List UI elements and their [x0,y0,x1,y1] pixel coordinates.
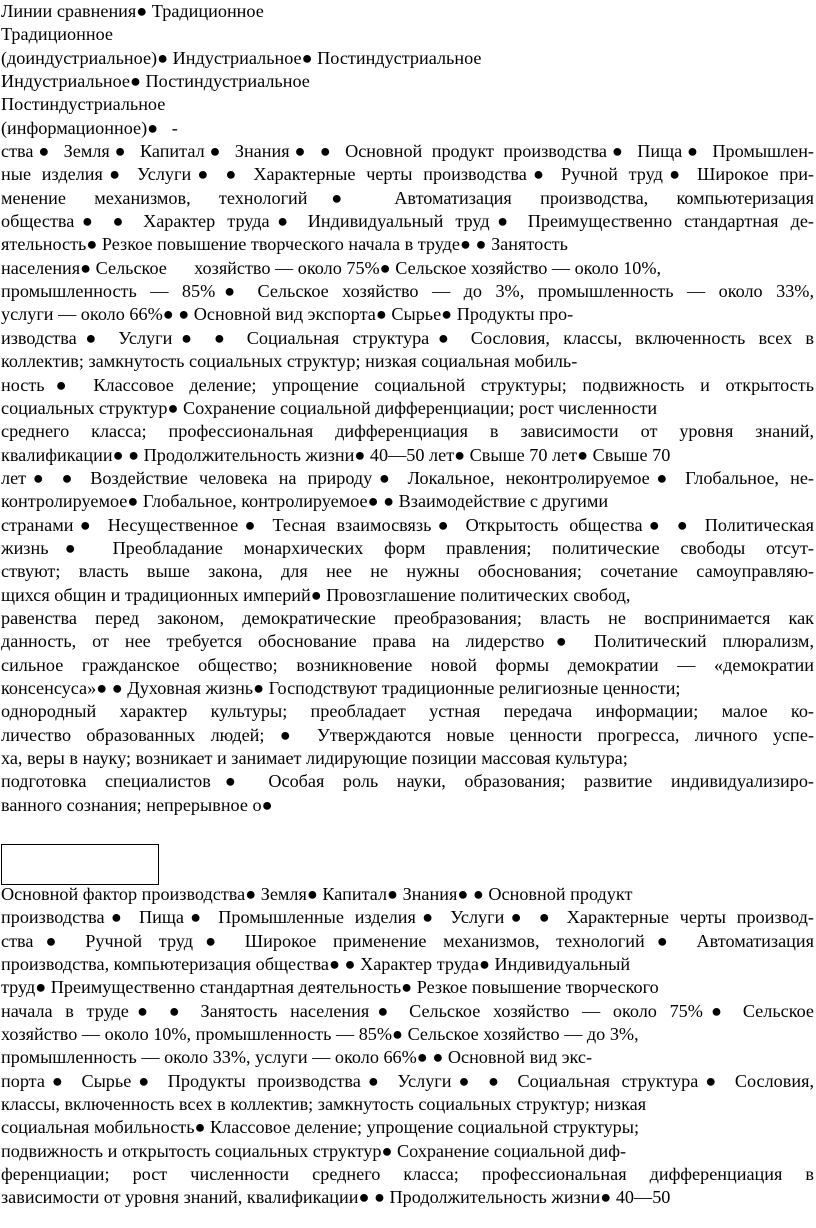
text-line: Традиционное [1,24,113,45]
text-line: труд● Преимущественно стандартная деятельность● Резкое повышение творческого [1,977,659,998]
text-line: равенства перед законом, демократические преобразования; власть не воспринимается как [1,607,814,628]
text-line: коллектив; замкнутость социальных структур; низкая социальная мобиль- [1,351,578,372]
document-page [1,0,814,817]
text-line: странами● Несущественное● Тесная взаимосвязь● Открытость общества● ● Политическая [1,514,814,535]
text-line: среднего класса; профессиональная дифференциация в зависимости от уровня знаний, [1,421,814,442]
text-line: (информационное)● - [1,117,178,138]
text-line: классы, включенность всех в коллектив; замкнутость социальных структур; низкая [1,1094,647,1115]
text-line: (доиндустриальное)● Индустриальное● Постиндустриальное [1,47,482,68]
text-line: социальная мобильность● Классовое деление; упрощение социальной структуры; [1,1117,640,1138]
text-block-top [1,0,814,817]
text-line: данность, от нее требуется обоснование права на лидерство● Политический плюрализм, [1,631,814,652]
text-line: порта● Сырье● Продукты производства● Услуги● ● Социальная структура● Сословия, [1,1070,814,1091]
text-line: консенсуса»● ● Духовная жизнь● Господствуют традиционные религиозные ценности; [1,677,681,698]
text-line: начала в труде● ● Занятость населения● Сельское хозяйство — около 75%● Сельское [1,1000,814,1021]
text-line: ства● Ручной труд● Широкое применение механизмов, технологий● Автоматизация [1,930,814,951]
text-line: щихся общин и традиционных империй● Провозглашение политических свобод, [1,584,631,605]
text-line: населения● Сельское хозяйство — около 75%● Сельское хозяйство — около 10%, [1,257,662,278]
empty-frame [1,844,159,885]
text-line: ные изделия● Услуги● ● Характерные черты производства● Ручной труд● Широкое при- [1,164,814,185]
text-line: услуги — около 66%● ● Основной вид экспорта● Сырье● Продукты про- [1,304,574,325]
text-line: ствуют; власть выше закона, для нее не нужны обоснования; сочетание самоуправляю- [1,561,814,582]
text-line: ства● Земля● Капитал● Знания● ● Основной продукт производства● Пища● Промышлен- [1,141,814,162]
text-line: социальных структур● Сохранение социальной дифференциации; рост численности [1,397,658,418]
text-line: сильное гражданское общество; возникновение новой формы демократии — «демократии [1,654,814,675]
text-line: производства● Пища● Промышленные изделия● Услуги● ● Характерные черты производ- [1,907,814,928]
text-line: зависимости от уровня знаний, квалификации● ● Продолжительность жизни● 40—50 [1,1187,671,1208]
text-line: Основной фактор производства● Земля● Капитал● Знания● ● Основной продукт [1,884,633,904]
text-line: лет● ● Воздействие человека на природу● Локальное, неконтролируемое● Глобальное, не- [1,467,814,488]
text-line: хозяйство — около 10%, промышленность — 85%● Сельское хозяйство — до 3%, [1,1024,639,1045]
text-line: жизнь● Преобладание монархических форм правления; политические свободы отсут- [1,537,814,558]
text-line: Постиндустриальное [1,94,166,115]
text-block-bottom [1,883,814,1210]
text-line: однородный характер культуры; преобладает устная передача информации; малое ко- [1,701,814,722]
text-line: промышленность — около 33%, услуги — около 66%● ● Основной вид экс- [1,1047,593,1068]
text-line: контролируемое● Глобальное, контролируемое● ● Взаимодействие с другими [1,491,609,512]
text-line: менение механизмов, технологий● Автоматизация производства, компьютеризация [1,187,814,208]
text-line: ятельность● Резкое повышение творческого начала в труде● ● Занятость [1,234,568,255]
text-line: ванного сознания; непрерывное о● [1,794,273,815]
text-line: производства, компьютеризация общества● ● Характер труда● Индивидуальный [1,954,631,975]
text-line: личество образованных людей; ● Утверждаются новые ценности прогресса, личного успе- [1,724,814,745]
text-line: подготовка специалистов● Особая роль науки, образования; развитие индивидуализиро- [1,771,814,792]
text-line: Линии сравнения● Традиционное [1,1,264,21]
text-line: промышленность — 85%● Сельское хозяйство — до 3%, промышленность — около 33%, [1,281,814,302]
text-line: ференциации; рост численности среднего класса; профессиональная дифференциация в [1,1164,814,1185]
text-line: ха, веры в науку; возникает и занимает лидирующие позиции массовая культура; [1,748,628,768]
text-line: общества● ● Характер труда● Индивидуальный труд● Преимущественно стандартная де- [1,211,814,232]
text-line: Индустриальное● Постиндустриальное [1,71,310,92]
text-line: изводства● Услуги● ● Социальная структура● Сословия, классы, включенность всех в [1,327,814,348]
text-line: ность● Классовое деление; упрощение социальной структуры; подвижность и открытость [1,374,814,395]
text-line: подвижность и открытость социальных структур● Сохранение социальной диф- [1,1140,627,1161]
text-line: квалификации● ● Продолжительность жизни● 40—50 лет● Свыше 70 лет● Свыше 70 [1,444,671,465]
